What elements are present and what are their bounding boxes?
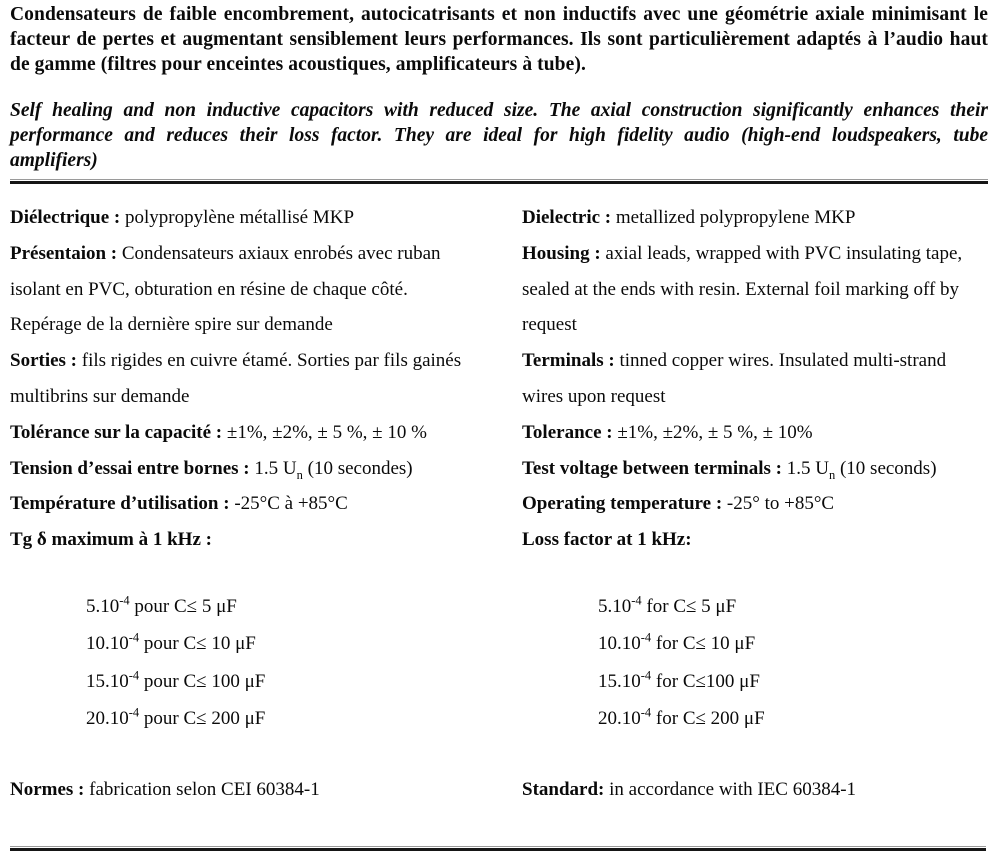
spec-housing-en: [522, 236, 988, 343]
loss-item-fr-3-condition: pour C≤ 100 μF: [143, 670, 266, 692]
spec-standard-en: [522, 772, 988, 808]
spec-tolerance-fr-value: ±1%, ±2%, ± 5 %, ± 10 %: [226, 421, 427, 443]
spec-tolerance-en-value: ±1%, ±2%, ± 5 %, ± 10%: [617, 421, 813, 443]
spec-terminals-fr-value: fils rigides en cuivre étamé. Sorties par fils gainés multibrins sur demande: [10, 350, 462, 407]
spec-dielectric-fr: [10, 200, 476, 236]
section-divider-rule: [10, 179, 988, 184]
spec-columns: [10, 200, 988, 808]
loss-item-en-1-condition: for C≤ 5 μF: [646, 595, 737, 617]
loss-item-fr-2: [86, 625, 476, 663]
loss-item-en-4: [598, 700, 988, 738]
spec-terminals-en-value: tinned copper wires. Insulated multi-strand wires upon request: [522, 350, 947, 407]
loss-item-en-2: [598, 625, 988, 663]
loss-item-fr-3-exponent: -4: [128, 668, 140, 683]
loss-item-fr-4: [86, 700, 476, 738]
loss-item-fr-2-coef: 10.10: [86, 633, 129, 655]
loss-item-en-2-coef: 10.10: [598, 633, 641, 655]
loss-item-fr-1-condition: pour C≤ 5 μF: [134, 595, 237, 617]
spec-standard-fr: [10, 772, 476, 808]
loss-item-en-4-exponent: -4: [640, 706, 652, 721]
test-voltage-en-pre: 1.5 U: [786, 457, 829, 479]
loss-item-fr-1: [86, 588, 476, 626]
spec-tolerance-fr-label: Tolérance sur la capacité :: [10, 421, 223, 443]
loss-factor-heading-en-label: Loss factor at 1 kHz:: [522, 529, 692, 551]
loss-item-fr-2-exponent: -4: [128, 631, 140, 646]
loss-factor-heading-fr: [10, 522, 476, 558]
test-voltage-fr-post: (10 secondes): [307, 457, 413, 479]
loss-item-fr-2-condition: pour C≤ 10 μF: [143, 633, 256, 655]
spec-dielectric-en-label: Dielectric :: [522, 207, 612, 228]
loss-item-en-1-coef: 5.10: [598, 595, 632, 617]
intro-paragraph-french: Condensateurs de faible encombrement, autocicatrisants et non inductifs avec une géométrie axiale minimisant le facteur de pertes et augmentant sensiblement leurs performances. Ils sont particulièrement adaptés à l’audio haut de gamme (filtres pour enceintes acoustiques, amplificateurs à tube).: [10, 4, 988, 75]
spec-test-voltage-en: [522, 451, 988, 487]
spec-test-voltage-en-label: Test voltage between terminals :: [522, 457, 782, 479]
intro-paragraph-english: Self healing and non inductive capacitors with reduced size. The axial construction significantly enhances their performance and reduces their loss factor. They are ideal for high fidelity audio (high-end loudspeakers, tube amplifiers): [10, 100, 988, 171]
spec-standard-en-label: Standard:: [522, 778, 605, 800]
loss-item-fr-3: [86, 663, 476, 701]
loss-item-en-3: [598, 663, 988, 701]
french-spec-column: [10, 200, 476, 808]
spec-standard-en-value: in accordance with IEC 60384-1: [609, 778, 857, 800]
loss-item-en-4-coef: 20.10: [598, 708, 641, 730]
spec-presentation-fr-value: Condensateurs axiaux enrobés avec ruban isolant en PVC, obturation en résine de chaque côté. Repérage de la dernière spire sur demande: [10, 242, 441, 336]
loss-item-en-3-condition: for C≤100 μF: [655, 670, 760, 692]
spec-temperature-fr-label: Température d’utilisation :: [10, 493, 230, 515]
spec-test-voltage-fr-value: [254, 457, 413, 482]
spec-temperature-fr-value: -25°C à +85°C: [234, 493, 348, 515]
spec-dielectric-fr-label: Diélectrique :: [10, 207, 121, 228]
spec-terminals-fr: [10, 343, 476, 415]
loss-item-en-3-coef: 15.10: [598, 670, 641, 692]
loss-item-fr-1-exponent: -4: [119, 593, 130, 608]
spec-dielectric-en-value: metallized polypropylene MKP: [615, 207, 856, 228]
loss-factor-list-en: [522, 588, 988, 738]
loss-item-en-4-condition: for C≤ 200 μF: [655, 708, 765, 730]
spec-housing-en-label: Housing :: [522, 242, 601, 264]
test-voltage-en-post: (10 seconds): [839, 457, 937, 479]
loss-item-en-1-exponent: -4: [631, 593, 642, 608]
loss-factor-heading-fr-label: Tg δ maximum à 1 kHz :: [10, 529, 212, 551]
loss-item-en-2-exponent: -4: [640, 631, 652, 646]
spec-terminals-en: [522, 343, 988, 415]
spec-test-voltage-fr-label: Tension d’essai entre bornes :: [10, 457, 250, 479]
spec-presentation-fr-label: Présentaion :: [10, 242, 118, 264]
spec-housing-en-value: axial leads, wrapped with PVC insulating tape, sealed at the ends with resin. External foil marking off by request: [522, 242, 963, 336]
loss-item-en-1: [598, 588, 988, 626]
loss-item-fr-3-coef: 15.10: [86, 670, 129, 692]
spec-temperature-fr: [10, 486, 476, 522]
loss-item-en-3-exponent: -4: [640, 668, 652, 683]
english-spec-column: [522, 200, 988, 808]
spec-temperature-en-value: -25° to +85°C: [726, 493, 835, 515]
spec-dielectric-fr-value: polypropylène métallisé MKP: [125, 207, 355, 228]
loss-item-fr-4-coef: 20.10: [86, 708, 129, 730]
spec-tolerance-fr: [10, 415, 476, 451]
loss-item-en-2-condition: for C≤ 10 μF: [655, 633, 756, 655]
spec-temperature-en: [522, 486, 988, 522]
spec-standard-fr-value: fabrication selon CEI 60384-1: [89, 778, 320, 800]
spec-tolerance-en-label: Tolerance :: [522, 421, 613, 443]
loss-item-fr-4-exponent: -4: [128, 706, 140, 721]
spec-test-voltage-fr: [10, 451, 476, 487]
loss-item-fr-4-condition: pour C≤ 200 μF: [143, 708, 266, 730]
test-voltage-en-subscript: n: [828, 467, 836, 482]
spec-standard-fr-label: Normes :: [10, 778, 85, 800]
spec-temperature-en-label: Operating temperature :: [522, 493, 723, 515]
loss-factor-list-fr: [10, 588, 476, 738]
page-bottom-rule: [10, 846, 986, 851]
spec-test-voltage-en-value: [786, 457, 937, 482]
spec-presentation-fr: [10, 236, 476, 343]
spec-tolerance-en: [522, 415, 988, 451]
loss-item-fr-1-coef: 5.10: [86, 595, 120, 617]
test-voltage-fr-subscript: n: [296, 467, 303, 482]
spec-terminals-fr-label: Sorties :: [10, 350, 78, 372]
spec-terminals-en-label: Terminals :: [522, 350, 615, 372]
spec-dielectric-en: [522, 200, 988, 236]
test-voltage-fr-pre: 1.5 U: [254, 457, 297, 479]
loss-factor-heading-en: [522, 522, 988, 558]
